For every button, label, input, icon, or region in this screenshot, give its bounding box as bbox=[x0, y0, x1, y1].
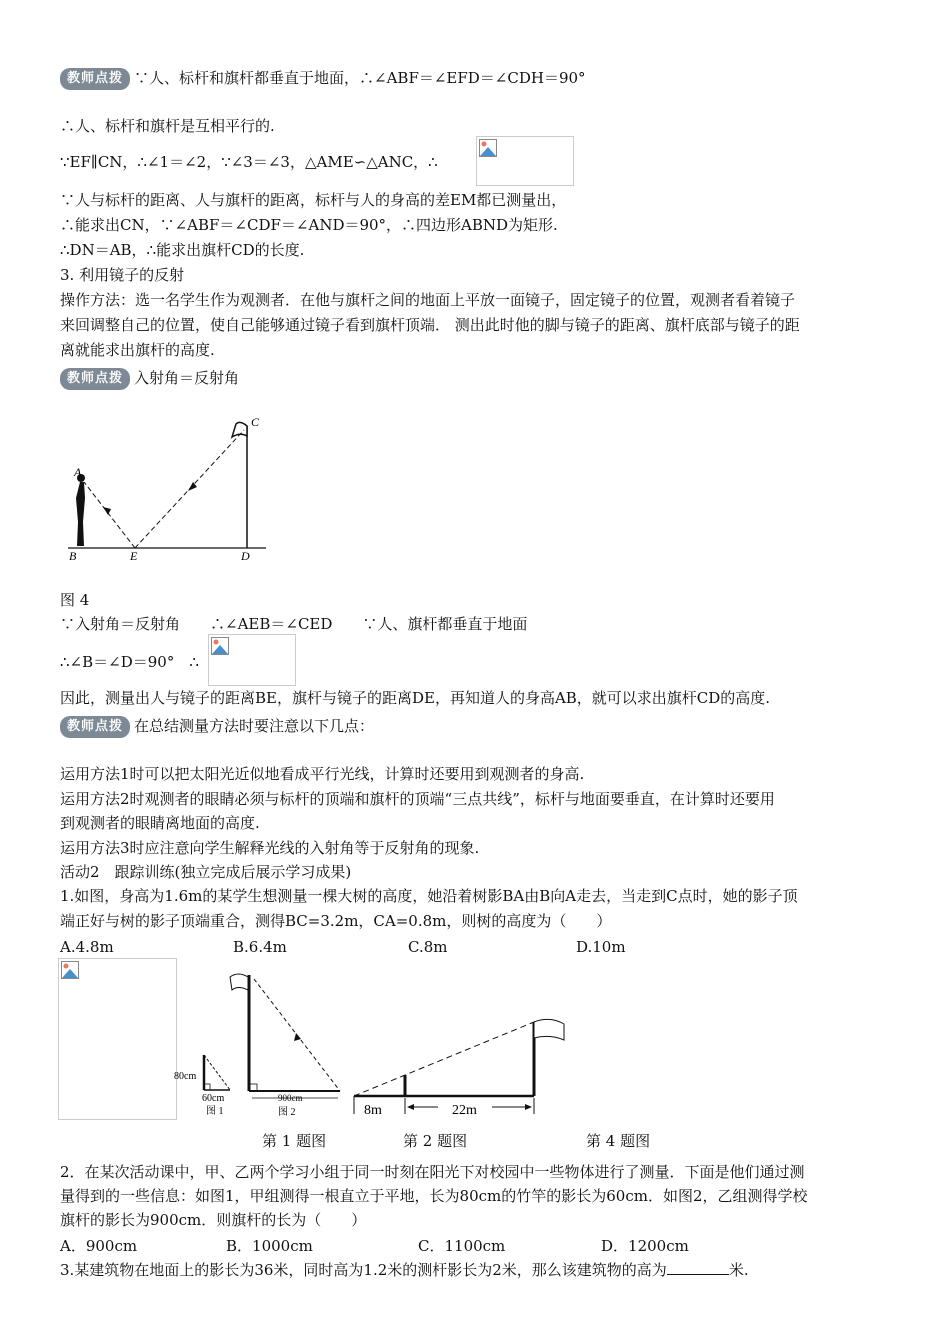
fig1-caption: 图 1 bbox=[206, 1106, 224, 1117]
text-line: ∴能求出CN，∵∠ABF＝∠CDF＝∠AND＝90°，∴四边形ABND为矩形. bbox=[60, 216, 558, 234]
label-22m: 22m bbox=[452, 1103, 477, 1118]
text-line: 到观测者的眼睛离地面的高度. bbox=[60, 814, 260, 832]
text-line: 在总结测量方法时要注意以下几点： bbox=[134, 717, 375, 735]
q2-option-b: B．1000cm bbox=[226, 1237, 313, 1255]
question-1-line: 端正好与树的影子顶端重合，测得BC=3.2m，CA=0.8m，则树的高度为（ ） bbox=[60, 912, 612, 930]
label-60cm: 60cm bbox=[202, 1093, 225, 1104]
text-line: ∴DN＝AB，∴能求出旗杆CD的长度. bbox=[60, 241, 305, 259]
broken-image-icon bbox=[211, 637, 229, 655]
text-line: ∵入射角＝反射角 ∴∠AEB＝∠CED ∵人、旗杆都垂直于地面 bbox=[60, 615, 528, 633]
question-3-line bbox=[60, 1260, 749, 1280]
figure-4-question bbox=[350, 1014, 572, 1122]
question-2-line: 旗杆的影长为900cm．则旗杆的长为（ ） bbox=[60, 1211, 367, 1229]
text-line: 来回调整自己的位置，使自己能够通过镜子看到旗杆顶端． 测出此时他的脚与镜子的距离、旗杆底部与镜子的距 bbox=[60, 316, 800, 334]
arrow-icon bbox=[188, 482, 197, 491]
broken-image bbox=[476, 136, 574, 186]
figure-1-2 bbox=[174, 965, 346, 1123]
label-8m: 8m bbox=[364, 1103, 382, 1118]
text-line: ∵EF∥CN，∴∠1＝∠2，∵∠3＝∠3，△AME∽△ANC，∴ bbox=[60, 153, 438, 171]
sun-ray bbox=[204, 1055, 230, 1090]
q2-option-a: A．900cm bbox=[60, 1237, 138, 1255]
question-1-line: 1.如图，身高为1.6m的某学生想测量一棵大树的高度，她沿着树影BA由B向A走去，当走到C点时，她的影子顶 bbox=[60, 887, 798, 905]
question-2-line: 2．在某次活动课中，甲、乙两个学习小组于同一时刻在阳光下对校园中一些物体进行了测量．下面是他们通过测 bbox=[60, 1163, 805, 1181]
reflected-ray bbox=[84, 482, 135, 548]
teacher-note-2 bbox=[60, 368, 239, 390]
label-a: A bbox=[74, 465, 82, 479]
arrow-icon bbox=[103, 507, 111, 515]
flag-icon bbox=[534, 1019, 564, 1040]
teacher-note-1 bbox=[60, 68, 586, 90]
figure-caption: 第 2 题图 bbox=[403, 1132, 468, 1150]
text-line: 操作方法：选一名学生作为观测者．在他与旗杆之间的地面上平放一面镜子，固定镜子的位置，观测者看着镜子 bbox=[60, 291, 796, 309]
question-3-text: 3.某建筑物在地面上的影长为36米，同时高为1.2米的测杆影长为2米，那么该建筑物的高为 bbox=[60, 1261, 667, 1279]
q2-option-c: C．1100cm bbox=[418, 1237, 506, 1255]
arrow-icon bbox=[407, 1104, 414, 1110]
broken-image bbox=[208, 634, 296, 686]
figure-caption: 第 4 题图 bbox=[586, 1132, 651, 1150]
person-icon bbox=[76, 482, 85, 546]
figure-caption: 图 4 bbox=[60, 591, 90, 609]
q2-option-d: D．1200cm bbox=[601, 1237, 689, 1255]
teacher-badge: 教师点拨 bbox=[60, 716, 130, 738]
text-line: ∵人、标杆和旗杆都垂直于地面，∴∠ABF＝∠EFD＝∠CDH＝90° bbox=[134, 69, 586, 87]
text-line: 离就能求出旗杆的高度. bbox=[60, 341, 215, 359]
teacher-note-3 bbox=[60, 716, 374, 738]
broken-image bbox=[58, 958, 177, 1120]
text-line: ∵人与标杆的距离、人与旗杆的距离，标杆与人的身高的差EM都已测量出， bbox=[60, 191, 567, 209]
arrow-icon bbox=[525, 1104, 532, 1110]
label-c: C bbox=[251, 415, 260, 429]
teacher-badge: 教师点拨 bbox=[60, 368, 130, 390]
sight-line bbox=[354, 1022, 534, 1096]
q1-option-a: A.4.8m bbox=[60, 938, 114, 956]
answer-blank bbox=[667, 1260, 729, 1275]
label-b: B bbox=[69, 549, 77, 563]
text-line: 运用方法3时应注意向学生解释光线的入射角等于反射角的现象. bbox=[60, 839, 480, 857]
label-d: D bbox=[241, 549, 250, 563]
text-line: ∴人、标杆和旗杆是互相平行的. bbox=[60, 117, 275, 135]
section-heading: 3. 利用镜子的反射 bbox=[60, 266, 185, 284]
broken-image-icon bbox=[61, 961, 79, 979]
flag-icon bbox=[230, 974, 248, 990]
text-line: ∴∠B＝∠D＝90° ∴ bbox=[60, 653, 199, 671]
q1-option-d: D.10m bbox=[576, 938, 626, 956]
label-900cm: 900cm bbox=[278, 1093, 303, 1103]
activity-heading: 活动2 跟踪训练(独立完成后展示学习成果) bbox=[60, 863, 352, 881]
q1-option-b: B.6.4m bbox=[233, 938, 287, 956]
fig2-caption: 图 2 bbox=[278, 1107, 296, 1118]
broken-image-icon bbox=[479, 139, 497, 157]
question-2-line: 量得到的一些信息：如图1，甲组测得一根直立于平地，长为80cm的竹竿的影长为60cm．如图2，乙组测得学校 bbox=[60, 1187, 808, 1205]
teacher-badge: 教师点拨 bbox=[60, 68, 130, 90]
figure-4-mirror bbox=[60, 412, 270, 564]
text-line: 运用方法1时可以把太阳光近似地看成平行光线，计算时还要用到观测者的身高. bbox=[60, 765, 585, 783]
text-line: 因此，测量出人与镜子的距离BE，旗杆与镜子的距离DE，再知道人的身高AB，就可以求出旗杆CD的高度. bbox=[60, 689, 771, 707]
arrow-icon bbox=[294, 1033, 301, 1041]
question-3-unit: 米. bbox=[728, 1261, 749, 1279]
label-e: E bbox=[130, 549, 138, 563]
text-line: 入射角＝反射角 bbox=[134, 369, 240, 387]
q1-option-c: C.8m bbox=[408, 938, 448, 956]
text-line: 运用方法2时观测者的眼睛必须与标杆的顶端和旗杆的顶端“三点共线”，标杆与地面要垂直，在计算时还要用 bbox=[60, 790, 775, 808]
label-80cm: 80cm bbox=[174, 1071, 197, 1082]
figure-caption: 第 1 题图 bbox=[262, 1132, 327, 1150]
right-angle-mark bbox=[250, 1084, 257, 1091]
